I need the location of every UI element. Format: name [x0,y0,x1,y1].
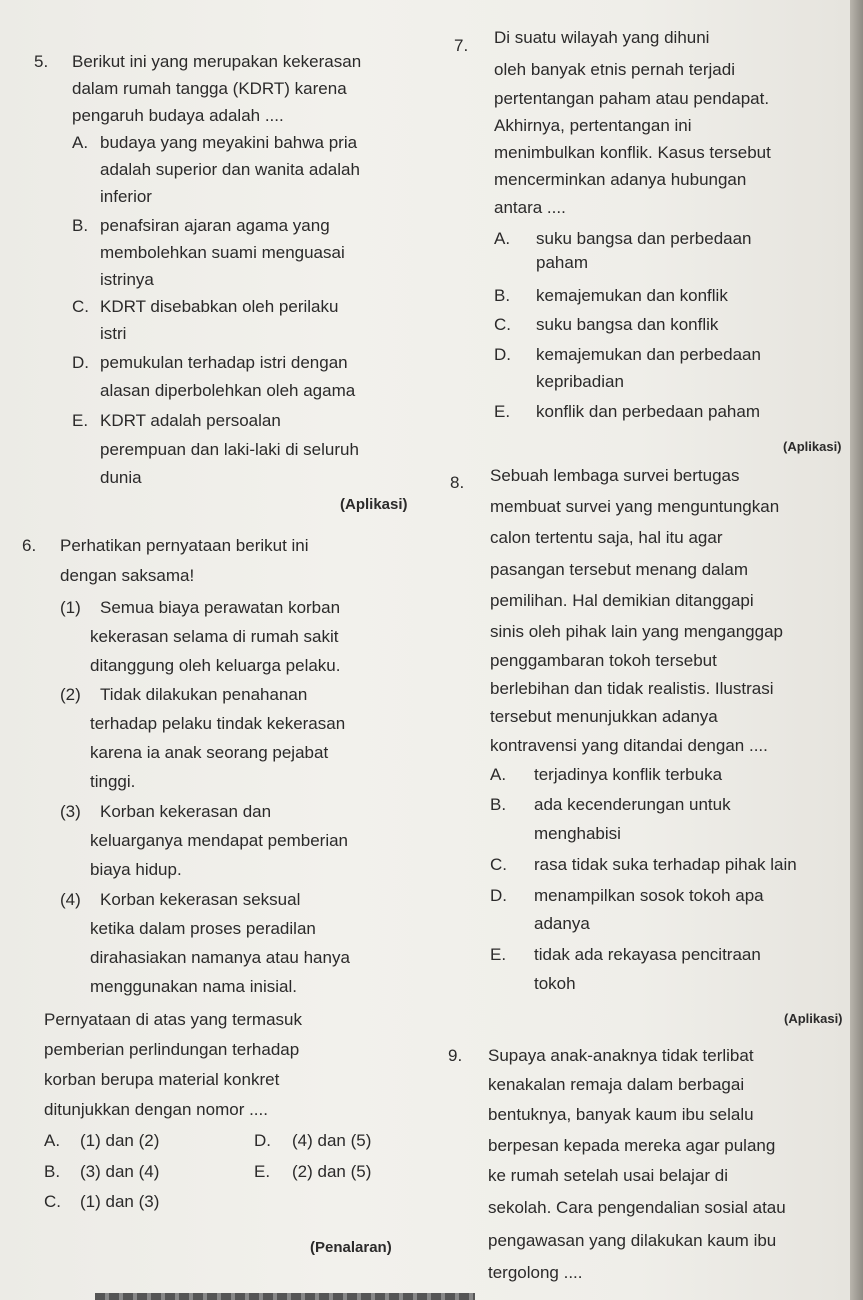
statement-text-line: keluarganya mendapat pemberian [90,831,349,850]
option-letter: A. [494,229,511,248]
question-text-line: Sebuah lembaga survei bertugas [490,466,740,485]
question-text-line: Berikut ini yang merupakan kekerasan [72,52,362,71]
question-text-line: Supaya anak-anaknya tidak terlibat [488,1046,754,1065]
question-number: 6. [22,536,37,555]
question-text-line: Di suatu wilayah yang dihuni [494,28,710,47]
statement-text-line: karena ia anak seorang pejabat [90,743,329,762]
cognitive-level-tag: (Aplikasi) [784,1011,843,1026]
question-text-line: oleh banyak etnis pernah terjadi [494,60,735,79]
option-text-line: perempuan dan laki-laki di seluruh [100,440,359,459]
option-letter: B. [490,795,507,814]
option-letter: D. [72,353,89,372]
option-letter: A. [72,133,89,152]
question-text-line: tergolong .... [488,1263,583,1282]
statement-text-line: Tidak dilakukan penahanan [100,685,308,704]
option-text-line: kepribadian [536,372,624,391]
question-text-line: berlebihan dan tidak realistis. Ilustrasi [490,679,774,698]
page-footer-strip [95,1293,475,1300]
question-text-line: menimbulkan konflik. Kasus tersebut [494,143,771,162]
option-text-line: inferior [100,187,152,206]
option-text-line: kemajemukan dan perbedaan [536,345,761,364]
option-text-line: suku bangsa dan perbedaan [536,229,752,248]
question-text-line: pertentangan paham atau pendapat. [494,89,770,108]
question-text-line: kontravensi yang ditandai dengan .... [490,736,768,755]
option-letter: E. [72,411,89,430]
option-text-line: adanya [534,914,590,933]
statement-text-line: Korban kekerasan dan [100,802,272,821]
option-letter: B. [494,286,511,305]
statement-number: (2) [60,685,81,704]
option-text-line: budaya yang meyakini bahwa pria [100,133,358,152]
question-text-line: berpesan kepada mereka agar pulang [488,1136,776,1155]
question-text-line: pemilihan. Hal demikian ditanggapi [490,591,754,610]
option-letter: D. [254,1131,271,1150]
option-text-line: terjadinya konflik terbuka [534,765,723,784]
cognitive-level-tag: (Penalaran) [310,1239,392,1256]
question-text-line: dengan saksama! [60,566,195,585]
question-text-line: membuat survei yang menguntungkan [490,497,780,516]
page-edge-shadow [850,0,863,1300]
question-text-line: kenakalan remaja dalam berbagai [488,1075,745,1094]
option-text-line: penafsiran ajaran agama yang [100,216,330,235]
option-letter: C. [490,855,507,874]
statement-text-line: tinggi. [90,772,136,791]
statement-text-line: terhadap pelaku tindak kekerasan [90,714,346,733]
option-letter: D. [494,345,511,364]
statement-number: (4) [60,890,81,909]
statement-text-line: Korban kekerasan seksual [100,890,301,909]
question-text-line: mencerminkan adanya hubungan [494,170,747,189]
option-letter: E. [494,402,511,421]
question-text-line: penggambaran tokoh tersebut [490,651,717,670]
option-text-line: menampilkan sosok tokoh apa [534,886,764,905]
option-text-line: membolehkan suami menguasai [100,243,345,262]
option-letter: A. [44,1131,61,1150]
question-number: 8. [450,473,465,492]
option-letter: E. [254,1162,271,1181]
option-text: (4) dan (5) [292,1131,372,1150]
question-text-line: Perhatikan pernyataan berikut ini [60,536,309,555]
option-text-line: adalah superior dan wanita adalah [100,160,360,179]
option-text-line: paham [536,253,588,272]
question-text-line: ke rumah setelah usai belajar di [488,1166,729,1185]
option-text-line: kemajemukan dan konflik [536,286,728,305]
question-text-line: sekolah. Cara pengendalian sosial atau [488,1198,786,1217]
question-stem-line: pemberian perlindungan terhadap [44,1040,300,1059]
option-text-line: suku bangsa dan konflik [536,315,719,334]
option-letter: B. [72,216,89,235]
option-letter: C. [494,315,511,334]
statement-number: (1) [60,598,81,617]
option-letter: C. [44,1192,61,1211]
option-text: (1) dan (3) [80,1192,160,1211]
cognitive-level-tag: (Aplikasi) [340,496,408,513]
option-text-line: istrinya [100,270,154,289]
question-text-line: tersebut menunjukkan adanya [490,707,718,726]
option-text-line: dunia [100,468,142,487]
option-text: (1) dan (2) [80,1131,160,1150]
option-text-line: tokoh [534,974,576,993]
option-text: (3) dan (4) [80,1162,160,1181]
option-text-line: menghabisi [534,824,621,843]
option-letter: C. [72,297,89,316]
option-text-line: konflik dan perbedaan paham [536,402,760,421]
statement-text-line: ditanggung oleh keluarga pelaku. [90,656,341,675]
option-text-line: rasa tidak suka terhadap pihak lain [534,855,797,874]
question-text-line: Akhirnya, pertentangan ini [494,116,692,135]
option-letter: E. [490,945,507,964]
option-letter: A. [490,765,507,784]
option-text-line: ada kecenderungan untuk [534,795,731,814]
statement-number: (3) [60,802,81,821]
question-number: 7. [454,36,469,55]
statement-text-line: dirahasiakan namanya atau hanya [90,948,350,967]
statement-text-line: menggunakan nama inisial. [90,977,297,996]
question-text-line: pengaruh budaya adalah .... [72,106,284,125]
option-letter: D. [490,886,507,905]
option-letter: B. [44,1162,61,1181]
option-text-line: KDRT adalah persoalan [100,411,281,430]
statement-text-line: ketika dalam proses peradilan [90,919,316,938]
question-text-line: bentuknya, banyak kaum ibu selalu [488,1105,754,1124]
question-text-line: calon tertentu saja, hal itu agar [490,528,723,547]
question-text-line: sinis oleh pihak lain yang menganggap [490,622,783,641]
question-text-line: antara .... [494,198,566,217]
option-text-line: istri [100,324,127,343]
option-text: (2) dan (5) [292,1162,372,1181]
question-text-line: pengawasan yang dilakukan kaum ibu [488,1231,777,1250]
question-stem-line: ditunjukkan dengan nomor .... [44,1100,268,1119]
cognitive-level-tag: (Aplikasi) [783,439,842,454]
option-text-line: tidak ada rekayasa pencitraan [534,945,761,964]
question-text-line: dalam rumah tangga (KDRT) karena [72,79,347,98]
question-stem-line: korban berupa material konkret [44,1070,280,1089]
question-text-line: pasangan tersebut menang dalam [490,560,749,579]
question-number: 9. [448,1046,463,1065]
statement-text-line: kekerasan selama di rumah sakit [90,627,339,646]
option-text-line: KDRT disebabkan oleh perilaku [100,297,339,316]
question-stem-line: Pernyataan di atas yang termasuk [44,1010,302,1029]
question-number: 5. [34,52,49,71]
option-text-line: alasan diperbolehkan oleh agama [100,381,356,400]
statement-text-line: biaya hidup. [90,860,182,879]
statement-text-line: Semua biaya perawatan korban [100,598,341,617]
option-text-line: pemukulan terhadap istri dengan [100,353,348,372]
